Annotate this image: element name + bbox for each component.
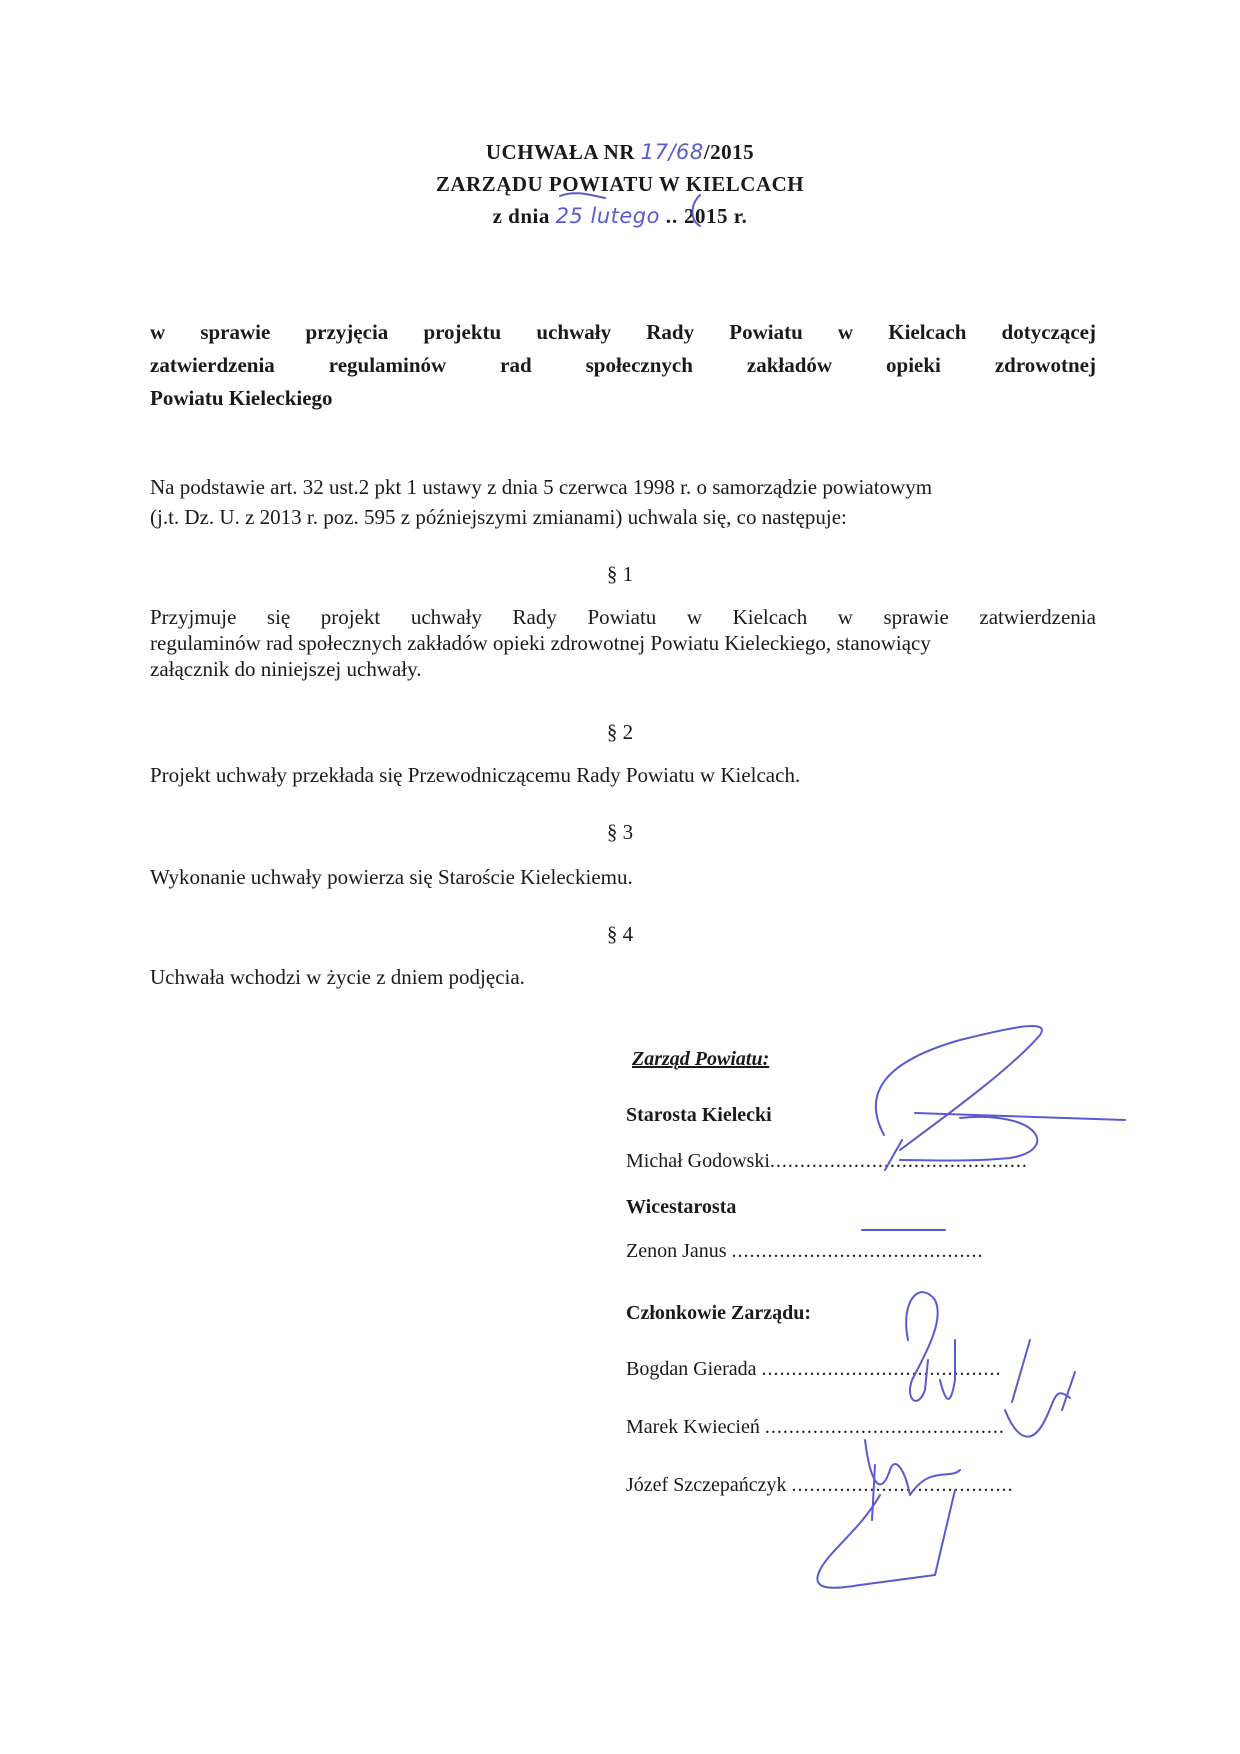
- resolution-date: z dnia 25 lutego .. 2015 r.: [492, 204, 748, 228]
- section-1-line-1-word: projekt: [320, 605, 381, 629]
- section-1-line-1-word: Powiatu: [587, 605, 657, 629]
- section-3-mark: § 3: [606, 820, 634, 844]
- section-2-mark: § 2: [606, 720, 634, 744]
- legal-basis-line-1: Na podstawie art. 32 ust.2 pkt 1 ustawy z dnia 5 czerwca 1998 r. o samorządzie powiatowym: [150, 475, 933, 499]
- member-3-signature-line: Józef Szczepańczyk .....................................: [626, 1474, 1014, 1496]
- section-2-text: Projekt uchwały przekłada się Przewodniczącemu Rady Powiatu w Kielcach.: [150, 763, 801, 787]
- subject-line-2-word: regulaminów: [328, 353, 447, 377]
- subject-line-1-word: w: [150, 320, 166, 344]
- section-1-line-2: regulaminów rad społecznych zakładów opieki zdrowotnej Powiatu Kieleckiego, stanowiący: [150, 631, 931, 655]
- subject-line-1-word: Rady: [646, 320, 695, 344]
- subject-line-1-word: dotyczącej: [1001, 320, 1096, 344]
- section-1-line-1-word: w: [686, 605, 703, 629]
- signatures-heading: Zarząd Powiatu:: [632, 1048, 770, 1070]
- member-1-signature: [906, 1292, 955, 1401]
- section-1-line-3: załącznik do niniejszej uchwały.: [150, 657, 422, 681]
- section-1-line-1-word: Przyjmuje: [150, 605, 237, 629]
- subject-line-1-word: w: [837, 320, 854, 344]
- subject-line-1-word: uchwały: [536, 320, 612, 344]
- section-1-line-1-word: uchwały: [410, 605, 482, 629]
- member-3-signature: [817, 1440, 960, 1588]
- resolution-authority: ZARZĄDU POWIATU W KIELCACH: [435, 172, 805, 196]
- section-1-line-1-word: zatwierdzenia: [979, 605, 1096, 629]
- wicestarosta-signature-line: Zenon Janus ..........................................: [626, 1240, 984, 1262]
- handwritten-strokes-header: [560, 193, 700, 226]
- handwritten-date: 25 lutego: [555, 204, 660, 228]
- subject-line-1-word: sprawie: [200, 320, 271, 344]
- member-2-signature: [1005, 1340, 1075, 1437]
- subject-line-2-word: zdrowotnej: [994, 353, 1096, 377]
- section-1-mark: § 1: [606, 562, 634, 586]
- section-1-line-1-word: się: [266, 605, 291, 629]
- subject-line-1-word: projektu: [423, 320, 502, 344]
- starosta-title: Starosta Kielecki: [626, 1104, 772, 1126]
- section-4-mark: § 4: [606, 922, 634, 946]
- member-1-name: Bogdan Gierada: [626, 1358, 757, 1380]
- subject-line-1-word: Kielcach: [888, 320, 967, 344]
- section-1-line-1-word: Rady: [512, 605, 557, 629]
- section-1-line-1-word: sprawie: [883, 605, 949, 629]
- member-3-name: Józef Szczepańczyk: [626, 1474, 787, 1496]
- wicestarosta-name: Zenon Janus: [626, 1240, 727, 1262]
- subject-line-2-word: społecznych: [585, 353, 693, 377]
- section-1-line-1-word: Kielcach: [732, 605, 808, 629]
- subject-line-2-word: opieki: [886, 353, 941, 377]
- starosta-name: Michał Godowski: [626, 1150, 770, 1172]
- subject-line-2-word: zakładów: [746, 353, 833, 377]
- legal-basis-line-2: (j.t. Dz. U. z 2013 r. poz. 595 z późniejszymi zmianami) uchwala się, co następuje:: [150, 505, 847, 529]
- subject-line-1-word: Powiatu: [729, 320, 803, 344]
- members-title: Członkowie Zarządu:: [626, 1302, 811, 1324]
- wicestarosta-title: Wicestarosta: [626, 1196, 737, 1218]
- starosta-signature: [876, 1026, 1125, 1170]
- subject-line-1-word: przyjęcia: [305, 320, 389, 344]
- starosta-signature-line: Michał Godowski...........................................: [626, 1150, 1028, 1172]
- subject-line-2-word: rad: [500, 353, 532, 377]
- handwritten-number: 17/68: [640, 140, 704, 164]
- section-4-text: Uchwała wchodzi w życie z dniem podjęcia.: [150, 965, 525, 989]
- member-1-signature-line: Bogdan Gierada ........................................: [626, 1358, 1002, 1380]
- section-1-line-1-word: w: [837, 605, 853, 629]
- subject-line-3: Powiatu Kieleckiego: [150, 386, 333, 410]
- resolution-title: UCHWAŁA NR 17/68/2015: [485, 140, 755, 164]
- member-2-signature-line: Marek Kwiecień ........................................: [626, 1416, 1005, 1438]
- subject-line-2-word: zatwierdzenia: [150, 353, 275, 377]
- member-2-name: Marek Kwiecień: [626, 1416, 760, 1438]
- section-3-text: Wykonanie uchwały powierza się Staroście Kieleckiemu.: [150, 865, 633, 889]
